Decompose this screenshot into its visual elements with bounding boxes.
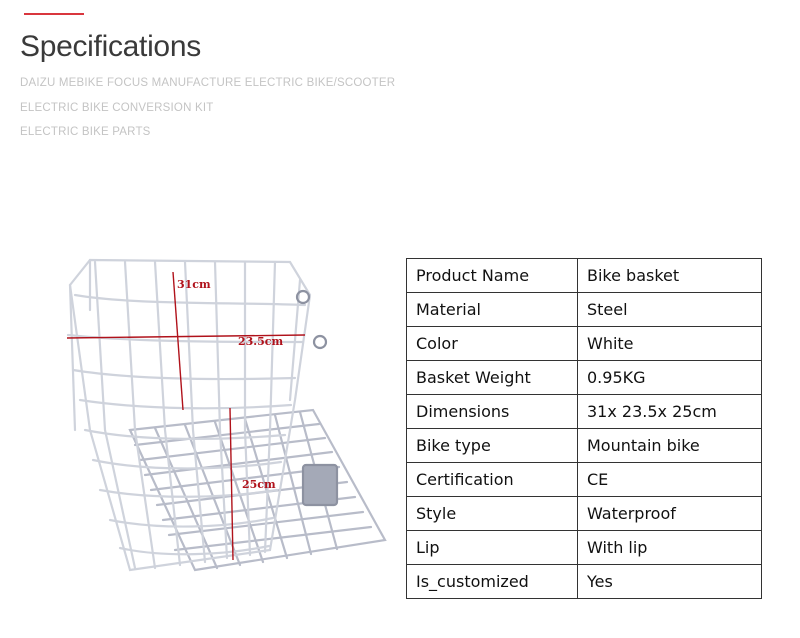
spec-name: Certification [407,463,578,497]
spec-value: White [578,327,762,361]
table-row [407,395,762,429]
length-label: 31cm [177,278,211,291]
spec-name: Lip [407,531,578,565]
spec-value: Bike basket [578,259,762,293]
table-row [407,361,762,395]
spec-name: Is_customized [407,565,578,599]
table-row [407,463,762,497]
table-row [407,429,762,463]
table-row [407,259,762,293]
accent-bar [24,13,84,15]
table-row [407,327,762,361]
bike-basket-image [55,250,400,590]
spec-value: Mountain bike [578,429,762,463]
spec-value: With lip [578,531,762,565]
spec-name: Color [407,327,578,361]
subtitle-line: ELECTRIC BIKE PARTS [20,126,151,138]
page-title: Specifications [20,30,201,63]
spec-value: 31x 23.5x 25cm [578,395,762,429]
width-label: 23.5cm [238,335,284,348]
spec-name: Product Name [407,259,578,293]
spec-name: Bike type [407,429,578,463]
spec-value: 0.95KG [578,361,762,395]
table-row [407,565,762,599]
spec-value: Yes [578,565,762,599]
table-row [407,531,762,565]
spec-value: CE [578,463,762,497]
spec-value: Steel [578,293,762,327]
spec-name: Dimensions [407,395,578,429]
subtitle-line: DAIZU MEBIKE FOCUS MANUFACTURE ELECTRIC BIKE/SCOOTER [20,77,396,89]
subtitle-line: ELECTRIC BIKE CONVERSION KIT [20,102,214,114]
height-label: 25cm [242,478,276,491]
table-row [407,293,762,327]
spec-name: Basket Weight [407,361,578,395]
spec-name: Style [407,497,578,531]
spec-name: Material [407,293,578,327]
spec-table [406,258,762,599]
table-row [407,497,762,531]
spec-value: Waterproof [578,497,762,531]
